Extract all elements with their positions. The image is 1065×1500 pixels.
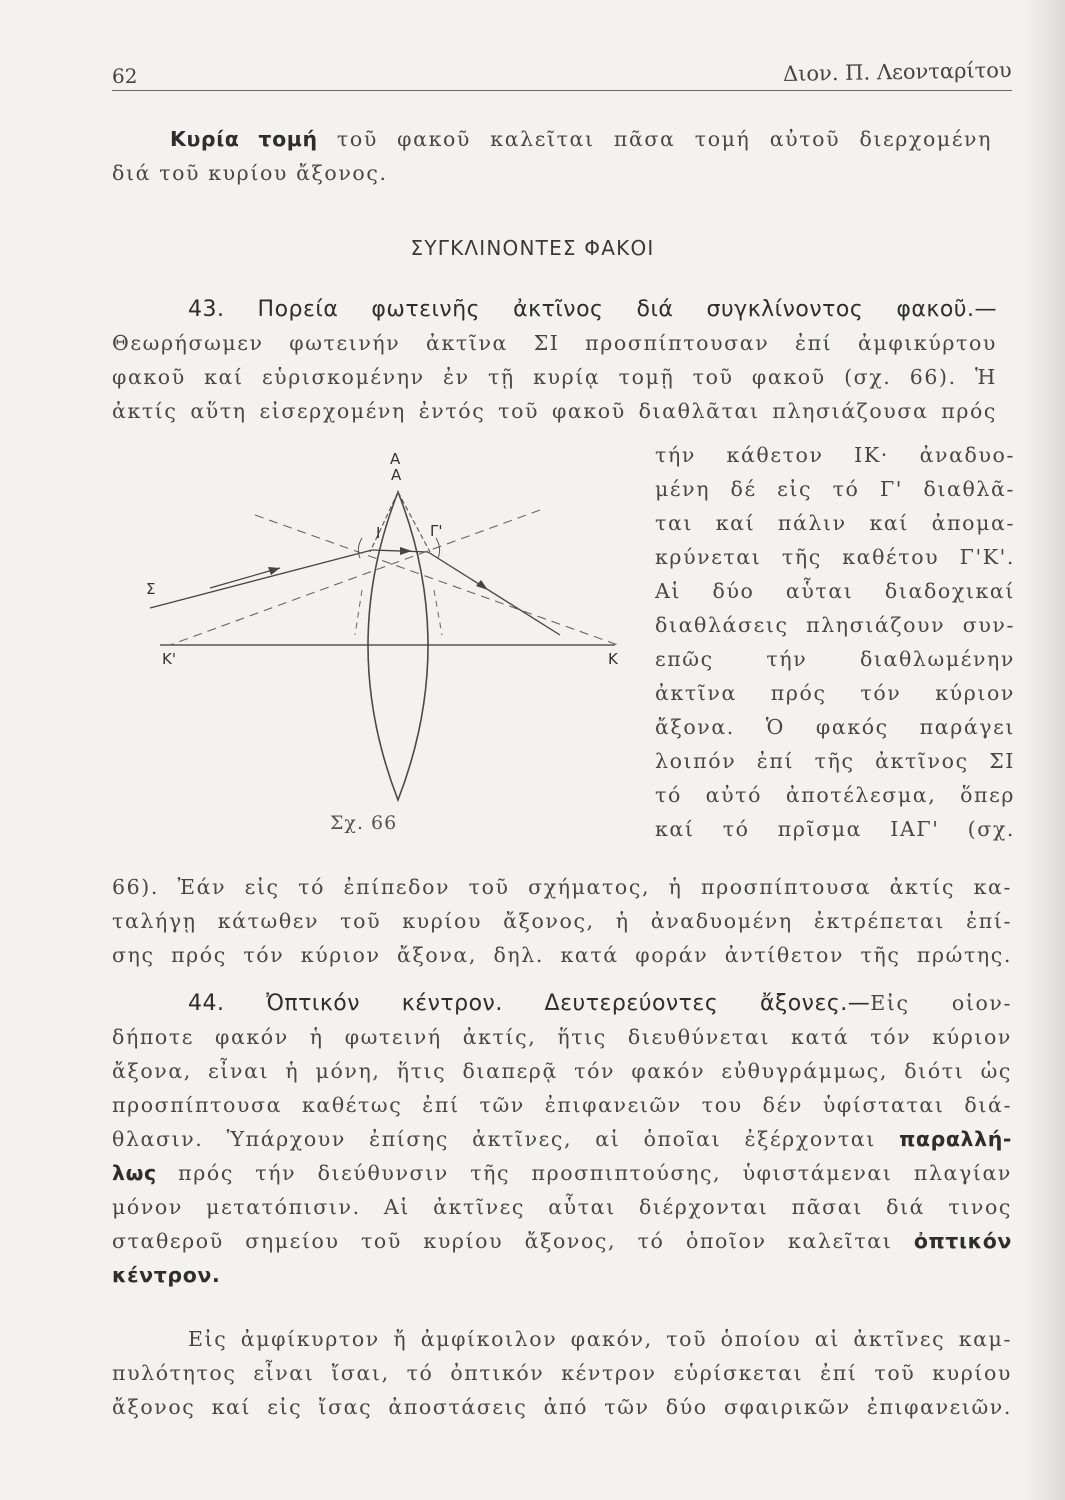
bold-term: κέντρον. [112,1263,221,1287]
label-G-prime: Γ' [430,522,443,540]
section-44-title-line [112,986,1012,1020]
text-line: προσπίπτουσα καθέτως ἐπί τῶν ἐπιφανειῶν του δέν ὑφίσταται διά- [112,1093,1012,1117]
text-line: Εἰς ἀμφίκυρτον ἤ ἀμφίκοιλον φακόν, τοῦ ὁποίου αἱ ἀκτῖνες καμ- [188,1327,1012,1351]
text-line: ἄξονα. Ὁ φακός παράγει [655,715,1015,739]
page-number: 62 [112,64,138,88]
text-run: τοῦ φακοῦ καλεῖται πᾶσα τομή αὐτοῦ διερχομένη [317,127,992,151]
text-line: ἀκτῖνα πρός τόν κύριον [655,681,1015,705]
running-header [112,58,1012,92]
label-K-prime: Κ' [162,650,176,668]
header-rule [112,90,1012,91]
text-line [112,1258,1012,1292]
section-43-continuation [112,870,1012,972]
label-K: Κ [608,650,618,668]
section-heading: ΣΥΓΚΛΙΝΟΝΤΕΣ ΦΑΚΟΙ [410,236,655,260]
final-paragraph [112,1322,1012,1424]
section-44 [112,986,1012,1292]
text-run: Εἰς οἱον- [870,991,1012,1015]
text-line: επῶς τήν διαθλωμένην [655,647,1015,671]
text-line: κρύνεται τῆς καθέτου Γ'Κ'. [655,545,1015,569]
text-line: μόνον μετατόπισιν. Αἱ ἀκτῖνες αὗται διέρχονται πᾶσαι διά τινος [112,1195,1012,1219]
section-43-head [112,292,997,428]
text-line: καί τό πρῖσμα ΙΑΓ' (σχ. [655,817,1015,841]
bold-term: παραλλή- [899,1127,1012,1151]
bold-term: λως [112,1161,157,1185]
text-line: ταλήγῃ κάτωθεν τοῦ κυρίου ἄξονος, ἡ ἀναδυομένη ἐκτρέπεται ἐπί- [112,909,1012,933]
label-A-top: Α [390,450,401,468]
wrapped-text-column [655,438,1015,846]
label-A-vertex: Α [391,466,402,484]
bold-term: Κυρία τομή [170,127,318,151]
text-line: πυλότητος εἶναι ἴσαι, τό ὀπτικόν κέντρον εὑρίσκεται ἐπί τοῦ κυρίου [112,1361,1012,1385]
lens-surface-hint [434,590,442,635]
text-run: πρός τήν διεύθυνσιν τῆς προσπιπτούσης, ὑφιστάμεναι πλαγίαν [156,1161,1012,1185]
text-line [112,1122,1012,1156]
text-line: φακοῦ καί εὑρισκομένην ἐν τῇ κυρίᾳ τομῇ τοῦ φακοῦ (σχ. 66). Ἡ [112,365,997,389]
text-line: διά τοῦ κυρίου ἄξονος. [112,161,388,185]
text-line: δήποτε φακόν ἡ φωτεινή ἀκτίς, ἥτις διευθύνεται κατά τόν κύριον [112,1025,1012,1049]
lens-diagram [140,440,630,860]
page-edge-shadow [1025,0,1065,1500]
text-line: μένη δέ εἰς τό Γ' διαθλᾶ- [655,477,1015,501]
section-43-title-line [112,292,997,326]
text-line: ἄξονα, εἶναι ἡ μόνη, ἥτις διαπερᾷ τόν φακόν εὐθυγράμμως, διότι ὡς [112,1059,1012,1083]
figure-66 [140,440,630,860]
text-line: ται καί πάλιν καί ἀπομα- [655,511,1015,535]
text-line: ἄξονος καί εἰς ἴσας ἀποστάσεις ἀπό τῶν δύο σφαιρικῶν ἐπιφανειῶν. [112,1395,1012,1419]
arrow-icon [476,580,488,590]
label-S: Σ [146,580,156,598]
text-line: σης πρός τόν κύριον ἄξονα, δηλ. κατά φοράν ἀντίθετον τῆς πρώτης. [112,943,1012,967]
normal-GK-prime [170,510,540,645]
text-line: λοιπόν ἐπί τῆς ἀκτῖνος ΣΙ [655,749,1015,773]
text-line [112,122,992,156]
text-line: τήν κάθετον ΙΚ· ἀναδυο- [655,443,1015,467]
text-line: Αἱ δύο αὗται διαδοχικαί [655,579,1015,603]
lens-surface-hint [355,590,362,635]
text-run: σταθεροῦ σημείου τοῦ κυρίου ἄξονος, τό ὁποῖον καλεῖται [112,1229,914,1253]
arrow-icon [268,567,280,575]
section-43-title: 43. Πορεία φωτεινῆς ἀκτῖνος διά συγκλίνοντος φακοῦ.— [188,297,997,322]
text-run: θλασιν. Ὑπάρχουν ἐπίσης ἀκτῖνες, αἱ ὁποῖαι ἐξέρχονται [112,1127,900,1151]
incident-ray [150,550,372,608]
text-line: διαθλάσεις πλησιάζουν συν- [655,613,1015,637]
text-line [112,1224,1012,1258]
bold-term: ὀπτικόν [913,1229,1012,1253]
text-line: Θεωρήσωμεν φωτεινήν ἀκτῖνα ΣΙ προσπίπτουσαν ἐπί ἀμφικύρτου [112,331,997,355]
running-author: Διον. Π. Λεονταρίτου [783,58,1013,86]
text-line: τό αὐτό ἀποτέλεσμα, ὅπερ [655,783,1015,807]
label-I: Ι [376,524,381,542]
text-line: 66). Ἐάν εἰς τό ἐπίπεδον τοῦ σχήματος, ἡ προσπίπτουσα ἀκτίς κα- [112,875,1012,899]
prism-edge [370,492,398,552]
figure-caption: Σχ. 66 [330,812,398,834]
paragraph-main-section [112,122,992,190]
section-44-title: 44. Ὀπτικόν κέντρον. Δευτερεύοντες ἄξονες.— [188,991,871,1016]
angle-arc [358,538,362,558]
emergent-ray [428,552,560,635]
arrow-icon [400,547,412,555]
text-line: ἀκτίς αὕτη εἰσερχομένη ἐντός τοῦ φακοῦ διαθλᾶται πλησιάζουσα πρός [112,399,997,423]
text-line [112,1156,1012,1190]
